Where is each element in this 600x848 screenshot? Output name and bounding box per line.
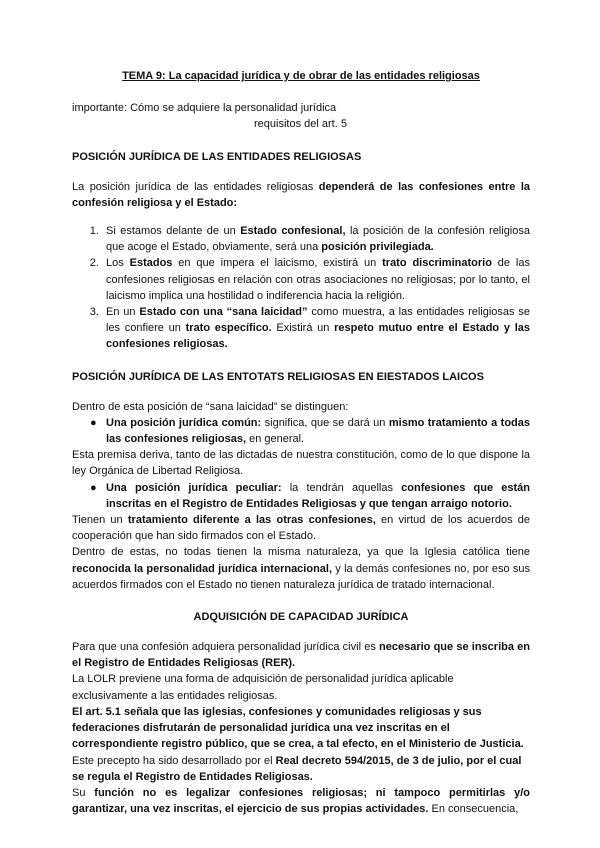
intro-requirements: requisitos del art. 5 xyxy=(254,118,347,131)
text-run: en virtud de los acuerdos de cooperación que han sido firmados con el Estado. xyxy=(72,514,531,543)
text-run: significa, que se dará un xyxy=(261,416,389,429)
section3-paragraph xyxy=(72,704,530,753)
bullet-icon: ● xyxy=(90,416,97,429)
text-run: de las confesiones religiosas en relación con otras asociaciones no religiosas; por lo tanto, el laicismo implica una hostilidad o indiferencia hacia la religión. xyxy=(106,257,530,302)
bold-run: dependerá de las confesiones entre la confesión religiosa y el Estado: xyxy=(72,180,531,209)
text-run: como muestra, a las entidades religiosas se les confiere un xyxy=(106,306,530,335)
section-heading-adquisicion: ADQUISICIÓN DE CAPACIDAD JURÍDICA xyxy=(193,611,409,624)
text-run: Los xyxy=(106,257,130,270)
bullet-list xyxy=(72,480,530,512)
bullet-list xyxy=(72,415,530,447)
text-run: Su xyxy=(72,786,95,799)
document-page xyxy=(72,68,530,817)
text-run: en que impera el laicismo, existirá un xyxy=(172,257,383,270)
bold-run: trato discriminatorio xyxy=(382,257,492,270)
bold-run: confesiones que están inscritas en el Registro de Entidades Religiosas y que tengan arraigo notorio. xyxy=(106,481,530,510)
section2-intro: Dentro de esta posición de “sana laicidad” se distinguen: xyxy=(72,400,349,413)
list-item xyxy=(102,255,530,304)
text-run: Para que una confesión adquiera personalidad jurídica civil es xyxy=(72,641,380,654)
text-run: La posición jurídica de las entidades religiosas xyxy=(72,180,319,193)
section2-paragraph xyxy=(72,512,530,544)
bullet-icon: ● xyxy=(90,481,97,494)
list-item xyxy=(102,304,530,353)
text-run: y la demás confesiones no, por eso sus acuerdos firmados con el Estado no tienen naturaleza jurídica de tratado internacional. xyxy=(72,562,530,591)
text-run: la tendrán aquellas xyxy=(281,481,402,494)
bold-run: El art. 5.1 señala que las iglesias, confesiones y comunidades religiosas y sus federaciones disfrutarán de personalidad jurídica una vez inscritas en el correspondiente registro público, que se crea, a tal efecto, en el Ministerio de Justicia. xyxy=(72,705,524,751)
text-run: Si estamos delante de un xyxy=(106,225,241,238)
list-item xyxy=(90,480,530,512)
text-run: Este precepto ha sido desarrollado por el xyxy=(72,754,276,767)
section-heading-posicion-juridica: POSICIÓN JURÍDICA DE LAS ENTIDADES RELIGIOSAS xyxy=(72,150,362,163)
text-run: En un xyxy=(106,306,140,319)
numbered-list xyxy=(72,223,530,353)
section3-paragraph xyxy=(72,639,530,671)
bold-run: Estados xyxy=(129,257,173,270)
bold-run: necesario que se inscriba en el Registro de Entidades Religiosas (RER). xyxy=(72,641,531,670)
bold-run: tratamiento diferente a las otras confesiones, xyxy=(127,514,376,527)
bold-run: función no es legalizar confesiones religiosas; ni tampoco permitirlas y/o garantizar, una vez inscritas, el ejercicio de sus propias actividades. xyxy=(72,786,531,816)
text-run: Dentro de estas, no todas tienen la misma naturaleza, ya que la Iglesia católica tiene xyxy=(72,546,530,559)
text-run: Existirá un xyxy=(271,322,335,335)
section2-paragraph xyxy=(72,544,530,593)
bold-run: posición privilegiada. xyxy=(321,241,434,254)
bold-run: trato específico. xyxy=(185,322,272,335)
section2-paragraph: Esta premisa deriva, tanto de las dictadas de nuestra constitución, como de lo que dispone la ley Orgánica de Libertad Religiosa. xyxy=(72,449,530,478)
section3-paragraph xyxy=(72,785,530,817)
bold-run: Estado con una “sana laicidad” xyxy=(139,306,308,319)
section3-paragraph: La LOLR previene una forma de adquisición de personalidad jurídica aplicable exclusivamente a las entidades religiosas. xyxy=(72,673,454,702)
section1-paragraph xyxy=(72,179,530,211)
section3-paragraph xyxy=(72,753,530,785)
text-run: en general. xyxy=(246,433,305,446)
list-item xyxy=(102,223,530,255)
bold-run: Real decreto 594/2015, de 3 de julio, por el cual se regula el Registro de Entidades Religiosas. xyxy=(72,754,522,783)
section-heading-estados-laicos: POSICIÓN JURÍDICA DE LAS ENTOTATS RELIGIOSAS EN EIESTADOS LAICOS xyxy=(72,370,484,383)
bold-run: respeto mutuo entre el Estado y las confesiones religiosas. xyxy=(106,322,530,351)
bold-run: Una posición jurídica común: xyxy=(106,416,262,429)
bold-run: Estado confesional, xyxy=(240,225,346,238)
text-run: En consecuencia, xyxy=(428,803,519,816)
bold-run: Una posición jurídica peculiar: xyxy=(106,481,282,494)
text-run: Tienen un xyxy=(72,514,128,527)
document-title: TEMA 9: La capacidad jurídica y de obrar de las entidades religiosas xyxy=(122,70,480,82)
list-item xyxy=(90,415,530,447)
intro-note: importante: Cómo se adquiere la personalidad jurídica xyxy=(72,102,337,115)
text-run: la posición de la confesión religiosa que acoge el Estado, obviamente, será una xyxy=(106,225,530,254)
bold-run: mismo tratamiento a todas las confesiones religiosas, xyxy=(106,416,530,446)
bold-run: reconocida la personalidad jurídica internacional, xyxy=(72,562,333,575)
